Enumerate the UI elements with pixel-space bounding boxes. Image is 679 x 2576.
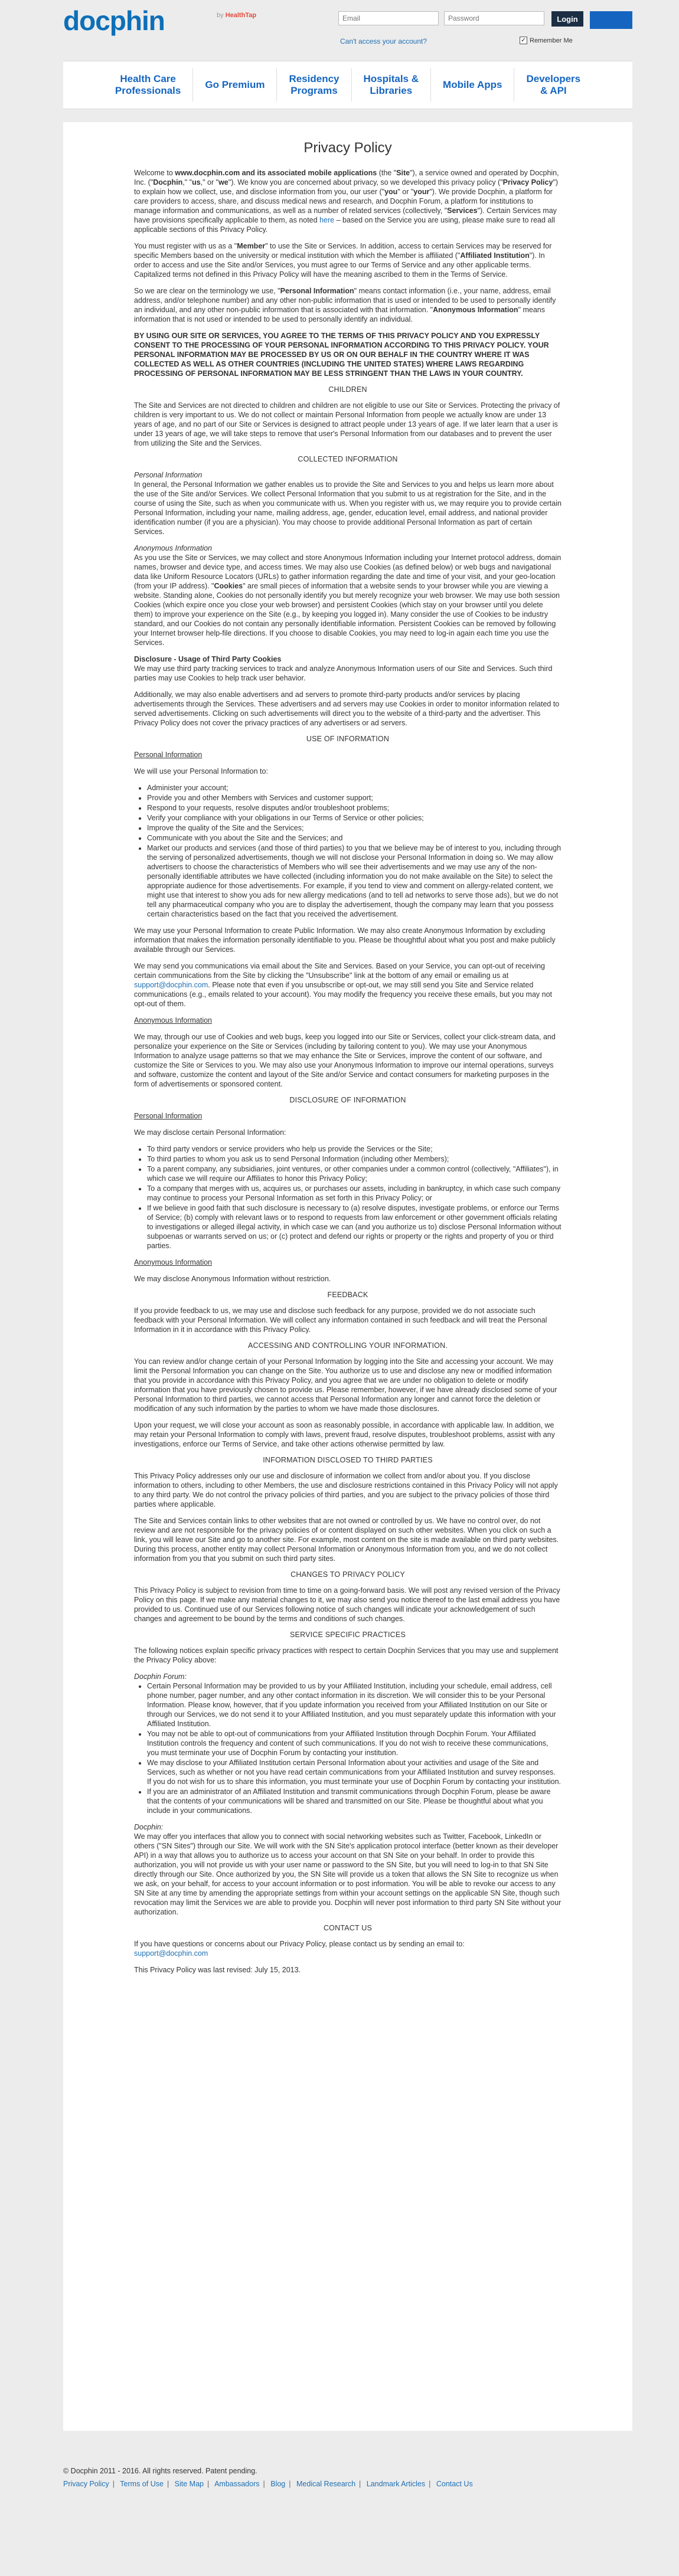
list-item: • Improve the quality of the Site and the Services; — [147, 823, 562, 833]
support-email-link[interactable]: support@docphin.com — [134, 981, 208, 989]
subheading-anonymous-information: Anonymous Information — [134, 1016, 213, 1024]
nav-label-line1: Residency — [289, 73, 340, 84]
list-item: • You may not be able to opt-out of communications from your Affiliated Institution through Docphin Forum. Your Affiliated Institution controls the frequency and content of such communications. If you do not wish to receive these communications, you must terminate your use of Docphin Forum by contacting your institution. — [147, 1729, 562, 1757]
feedback-paragraph: If you provide feedback to us, we may use and disclose such feedback for any purpose, provided we do not associate such feedback with your Personal Information. We will collect any information contained in such feedback and will treat the Personal Information in it in accordance with this Privacy Policy. — [134, 1307, 547, 1334]
third-parties-paragraph-1: This Privacy Policy addresses only our use and disclosure of information we collect from and/or about you. If you disclose information to others, including to other Members, the use and disclosure restrictions contained in this Privacy Policy will not apply to any third party. We do not control the privacy policies of third parties, and you are subject to the privacy policies of those third parties where applicable. — [134, 1472, 558, 1508]
subheading-docphin: Docphin: — [134, 1823, 164, 1831]
remember-me[interactable] — [520, 37, 573, 44]
nav-label-line2: Programs — [290, 85, 338, 96]
nav-label-line1: Mobile Apps — [443, 79, 502, 90]
section-heading-collected-information: COLLECTED INFORMATION — [298, 455, 398, 463]
footer-link-site-map[interactable]: Site Map — [174, 2480, 204, 2488]
nav-residency-programs[interactable] — [280, 64, 347, 106]
footer-link-contact-us[interactable]: Contact Us — [436, 2480, 473, 2488]
list-item: • Administer your account; — [147, 783, 562, 793]
intro-paragraph-2: You must register with us as a "Member" to use the Site or Services. In addition, access to certain Services may be reserved for specific Members based on the university or medical institution with which the Member is affiliated ("Affiliated Institution"). In order to access and use the Site and/or Services, you must agree to our Terms of Service and any other applicable terms. Capitalized terms not defined in this Privacy Policy will have the meaning ascribed to them in the Terms of Service. — [134, 242, 552, 279]
login-button[interactable]: Login — [551, 11, 583, 27]
nav-mobile-apps[interactable] — [435, 64, 510, 106]
section-heading-service-specific: SERVICE SPECIFIC PRACTICES — [290, 1631, 406, 1639]
main-nav — [63, 61, 632, 109]
email-input[interactable] — [338, 11, 439, 25]
section-heading-accessing: ACCESSING AND CONTROLLING YOUR INFORMATION. — [247, 1341, 448, 1350]
contact-paragraph: If you have questions or concerns about our Privacy Policy, please contact us by sending an email to: — [134, 1940, 465, 1948]
section-heading-use-of-information: USE OF INFORMATION — [306, 735, 390, 743]
subheading-docphin-forum: Docphin Forum: — [134, 1672, 187, 1681]
list-item: • Communicate with you about the Site and the Services; and — [147, 833, 562, 843]
third-parties-paragraph-2: The Site and Services contain links to other websites that are not owned or controlled by us. We have no control over, do not review and are not responsible for the privacy policies of or content displayed on such other websites. When you click on such a link, you will leave our Site and go to another site. For example, most content on the site is made available on third party websites. During this process, another entity may collect Personal Information or Anonymous Information from you, and we do not collect information from you that you submit on such third party sites. — [134, 1517, 559, 1563]
accessing-paragraph-1: You can review and/or change certain of your Personal Information by logging into the Site and accessing your account. We may limit the Personal Information you can change on the Site. You authorize us to use and disclose any new or modified information that you provide in accordance with this Privacy Policy, and you agree that we are under no obligation to delete or modify information that you have previously chosen to provide us. Please remember, however, if we have already disclosed some of your Personal Information to third parties, we cannot access that Personal Information any longer and cannot force the deletion or modification of any such information by the parties to whom we have made those disclosures. — [134, 1357, 557, 1413]
logo-byline — [217, 12, 256, 19]
nav-label-line1: Go Premium — [205, 79, 265, 90]
section-heading-third-parties: INFORMATION DISCLOSED TO THIRD PARTIES — [263, 1456, 433, 1464]
footer-link-ambassadors[interactable]: Ambassadors — [214, 2480, 260, 2488]
page-title: Privacy Policy — [303, 140, 392, 156]
section-heading-disclosure: DISCLOSURE OF INFORMATION — [289, 1096, 406, 1104]
subheading-personal-information: Personal Information — [134, 1112, 203, 1120]
cant-access-account-link[interactable]: Can't access your account? — [340, 37, 427, 45]
list-item: • If you are an administrator of an Affiliated Institution and transmit communications through Docphin Forum, please be aware that the contents of your communications will be shared and transmitted on our Site. Please be thoughtful about what you include in your communications. — [147, 1787, 562, 1815]
accessing-paragraph-2: Upon your request, we will close your account as soon as reasonably possible, in accordance with applicable law. In addition, we may retain your Personal Information to comply with laws, prevent fraud, resolve disputes, troubleshoot problems, assist with any investigations, enforce our Terms of Service, and take other actions otherwise permitted by law. — [134, 1421, 555, 1448]
list-item: • Market our products and services (and those of third parties) to you that we believe may be of interest to you, including through the serving of personalized advertisements, though we will not disclose your Personal Information in doing so. We may allow advertisers to choose the characteristics of Members who will see their advertisements and we may use any of the non-personally identifiable attributes we have collected (including information you do not make available on the Site) to select the appropriate audience for those advertisements. For example, if you tend to view and comment on allergy-related content, we might use that interest to show you ads for new allergy medications (and to tell ad networks to serve those ads), but we do not tell any pharmaceutical company who you are to display the advertisement, though the company may learn that you possess certain characteristics based on the fact that you received the advertisement. — [147, 843, 562, 919]
privacy-policy-content — [63, 122, 632, 2431]
subheading-third-party-cookies: Disclosure - Usage of Third Party Cookies — [134, 655, 282, 663]
collected-anonymous-paragraph: As you use the Site or Services, we may collect and store Anonymous Information including your Internet protocol address, domain names, browser and device type, and access times. We may also use Cookies (as defined below) or web bugs and navigational data like Uniform Resource Locators (URLs) to gather information regarding the date and time of your visit, and your geo-location (from your IP address). "Cookies" are small pieces of information that a website sends to your browser while you are viewing a website. Standing alone, Cookies do not personally identify you but merely recognize your web browser. We may use both session Cookies (which expire once you close your web browser) and persistent Cookies (which stay on your browser until you delete them) to improve your experience on the Site (e.g., by keeping you logged in). Many consider the use of Cookies to be industry standard, and our Cookies do not contain any personally identifiable information. Persistent Cookies can be removed by following your Internet browser help-file directions. If you choose to disable Cookies, you may need to log-in again each time you use the Services. — [134, 554, 562, 647]
remember-me-checkbox[interactable]: ✓ — [520, 37, 527, 44]
site-footer — [63, 2467, 632, 2488]
list-item: • To third party vendors or service providers who help us provide the Services or the Site; — [147, 1144, 562, 1154]
logo-by-text: by — [217, 12, 224, 19]
section-heading-changes: CHANGES TO PRIVACY POLICY — [290, 1570, 405, 1579]
use-intro: We will use your Personal Information to: — [134, 767, 268, 775]
list-item: • To a company that merges with us, acquires us, or purchases our assets, including in bankruptcy, in which case such company may continue to process your Personal Information as set forth in this Privacy Policy; or — [147, 1184, 562, 1203]
nav-label-line1: Health Care — [120, 73, 176, 84]
contact-email-link[interactable]: support@docphin.com — [134, 1949, 208, 1958]
docphin-logo[interactable] — [63, 5, 257, 36]
use-email-paragraph: We may send you communications via email about the Site and Services. Based on your Service, you can opt-out of receiving certain communications from the Site by clicking the "Unsubscribe" link at the bottom of any email or emailing us at support@docphin.com. Please note that even if you unsubscribe or opt-out, we may still send you Site and Service related communications (e.g., emails related to your account). You may modify the frequency you receive these emails, but you may not opt-out of them. — [134, 962, 552, 1008]
list-item: • Verify your compliance with your obligations in our Terms of Service or other policies; — [147, 813, 562, 823]
list-item: • Respond to your requests, resolve disputes and/or troubleshoot problems; — [147, 803, 562, 813]
forum-list — [134, 1681, 562, 1815]
intro-paragraph-3: So we are clear on the terminology we use, "Personal Information" means contact information (i.e., your name, address, email address, and/or telephone number) and any other non-public information that is used or intended to be used to personally identify an individual, and any other non-public information that is associated with that information. "Anonymous Information" means information that is not used or intended to be used to personally identify an individual. — [134, 287, 556, 323]
site-header — [0, 0, 679, 56]
remember-me-label: Remember Me — [530, 37, 573, 44]
copyright: © Docphin 2011 - 2016. All rights reserved. Patent pending. — [63, 2467, 257, 2475]
healthtap-brand: HealthTap — [225, 12, 257, 19]
nav-go-premium[interactable] — [197, 64, 273, 106]
nav-label-line2: & API — [540, 85, 567, 96]
list-item: • We may disclose to your Affiliated Institution certain Personal Information about your activities and usage of the Site and Services, such as whether or not you have read certain communications from your Affiliated Institution and survey responses. If you do not wish for us to share this information, you must terminate your use of Docphin Forum by contacting your institution. — [147, 1758, 562, 1786]
intro-paragraph-1: Welcome to www.docphin.com and its associated mobile applications (the "Site"), a service owned and operated by Docphin, Inc. ("Docphin," "us," or "we"). We know you are concerned about privacy, so we developed this privacy policy ("Privacy Policy") to explain how we collect, use, and disclose information from you, our user ("you" or "your"). We provide Docphin, a platform for care providers to access, share, and discuss medical news and research, and Docphin Forum, a platform for institutions to manage information and communications, as well as a number of related services (collectively, "Services"). Certain Services may have provisions specifically applicable to them, as noted here – based on the Service you are using, please make sure to read all applicable sections of this Privacy Policy. — [134, 169, 559, 234]
list-item: • Certain Personal Information may be provided to us by your Affiliated Institution, including your schedule, email address, cell phone number, pager number, and any other contact information in its discretion. We will consider this to be your Personal Information. Please know, however, that if you update information you received from your Affiliated Institution on our Site or through our Services, we do not send it to your Affiliated Institution, and you must separately update this information with your Affiliated Institution. — [147, 1681, 562, 1729]
subheading-personal-information: Personal Information — [134, 751, 203, 759]
logo-wordmark: docphin — [63, 5, 165, 36]
list-item: • To third parties to whom you ask us to send Personal Information (including other Members); — [147, 1154, 562, 1164]
nav-health-care-professionals[interactable] — [107, 64, 190, 106]
consent-notice: BY USING OUR SITE OR SERVICES, YOU AGREE TO THE TERMS OF THIS PRIVACY POLICY AND YOU EXPRESSLY CONSENT TO THE PROCESSING OF YOUR PERSONAL INFORMATION ACCORDING TO THIS PRIVACY POLICY. YOUR PERSONAL INFORMATION MAY BE PROCESSED BY US OR ON OUR BEHALF IN THE COUNTRY WHERE IT WAS COLLECTED AS WELL AS OTHER COUNTRIES (INCLUDING THE UNITED STATES) WHERE LAWS REGARDING PROCESSING OF PERSONAL INFORMATION MAY BE LESS STRINGENT THAN THE LAWS IN YOUR COUNTRY. — [134, 332, 549, 378]
nav-developers-api[interactable] — [518, 64, 589, 106]
section-heading-feedback: FEEDBACK — [327, 1291, 368, 1299]
use-public-paragraph: We may use your Personal Information to create Public Information. We may also create Anonymous Information by excluding information that makes the information personally identifiable to you. Please be thoughtful about what you post and make publicly available through our Services. — [134, 927, 556, 954]
third-party-cookies-paragraph-1: We may use third party tracking services to track and analyze Anonymous Information users of our Site and Services. Such third parties may use Cookies to help track user behavior. — [134, 665, 553, 682]
last-revised: This Privacy Policy was last revised: July 15, 2013. — [134, 1966, 301, 1974]
list-item: • To a parent company, any subsidiaries, joint ventures, or other companies under a common control (collectively, "Affiliates"), in which case we will require our Affiliates to honor this Privacy Policy; — [147, 1164, 562, 1183]
footer-link-terms-of-use[interactable]: Terms of Use — [120, 2480, 164, 2488]
list-item: • Provide you and other Members with Services and customer support; — [147, 793, 562, 803]
footer-links: Privacy Policy | Terms of Use | Site Map | Ambassadors | Blog | Medical Research | Landmark Articles | Contact Us — [63, 2480, 473, 2488]
subheading-personal-information: Personal Information — [134, 471, 203, 479]
nav-label-line2: Libraries — [370, 85, 413, 96]
nav-divider — [351, 68, 352, 102]
changes-paragraph: This Privacy Policy is subject to revision from time to time on a going-forward basis. We will post any revised version of the Privacy Policy on this page. If we make any material changes to it, we may also send you notice thereof to the last email address you have provided to us. Continued use of our Services following notice of such changes will indicate your acknowledgement of such changes and agreement to be bound by the terms and conditions of such changes. — [134, 1586, 560, 1623]
service-specific-intro: The following notices explain specific privacy practices with respect to certain Docphin Services that you may use and supplement the Privacy Policy above: — [134, 1647, 559, 1664]
nav-divider — [276, 68, 277, 102]
nav-divider — [430, 68, 431, 102]
signup-button[interactable] — [590, 11, 632, 29]
section-heading-children: CHILDREN — [328, 385, 367, 394]
subheading-anonymous-information: Anonymous Information — [134, 544, 213, 552]
nav-hospitals-libraries[interactable] — [355, 64, 427, 106]
nav-label-line1: Developers — [526, 73, 581, 84]
service-specific-link[interactable]: here — [319, 216, 335, 224]
third-party-cookies-paragraph-2: Additionally, we may also enable advertisers and ad servers to promote third-party products and/or services by placing advertisements through the Services. These advertisers and ad servers may use Cookies in order to monitor information related to served advertisements. Clicking on such advertisements will direct you to the website of a third-party and the advertiser. This Privacy Policy does not cover the privacy practices of any advertisers or ad servers. — [134, 690, 560, 727]
use-list — [134, 783, 562, 919]
docphin-sn-paragraph: We may offer you interfaces that allow you to connect with social networking websites such as Twitter, Facebook, LinkedIn or others ("SN Sites") through our Site. We will work with the SN Site's application protocol interface (better known as their developer API) in a way that allows you to authorize us to access your account on that SN Site on your behalf. In order to provide this authorization, you will not provide us with your user name or password to the SN Site, but you will need to log-in to that SN Site directly through our Site. Once authorized by you, the SN Site will provide us a token that allows the SN Site to recognize us when we ask, on your behalf, for access to your account information or to post information. You will be able to revoke our access to any SN Site at any time by amending the appropriate settings from within your account settings on the applicable SN Site, though such revocation may limit the Services we are able to provide you. Docphin will never post information to third party SN Site without your authorization. — [134, 1832, 562, 1916]
nav-label-line1: Hospitals & — [363, 73, 419, 84]
subheading-anonymous-information: Anonymous Information — [134, 1258, 213, 1266]
children-paragraph: The Site and Services are not directed to children and children are not eligible to use our Site or Services. Protecting the privacy of children is very important to us. We do not collect or maintain Personal Information from people we actually know are under 13 years of age, and no part of our Site or Services is designed to attract people under 13 years of age. If we later learn that a user is under 13 years of age, we will take steps to remove that user's Personal Information from our databases and to prevent the user from utilizing the Site and the Services. — [134, 401, 560, 447]
disclosure-list — [134, 1144, 562, 1251]
nav-label-line2: Professionals — [115, 85, 181, 96]
password-input[interactable] — [444, 11, 544, 25]
nav-divider — [192, 68, 193, 102]
disclosure-anonymous-paragraph: We may disclose Anonymous Information without restriction. — [134, 1275, 331, 1283]
disclosure-intro: We may disclose certain Personal Information: — [134, 1128, 286, 1137]
use-anonymous-paragraph: We may, through our use of Cookies and web bugs, keep you logged into our Site or Services, collect your click-stream data, and personalize your experience on the Site or Services (including by tailoring content to you). We may use your Anonymous Information to analyze usage patterns so that we may enhance the Site or Services, improve the content of our software, and customize the Site or Services to you. We may also use your Anonymous Information to improve our internal operations, surveys and software, customize the content and layout of the Site and/or Service and contact consumers for marketing purposes in the form of advertisements or sponsored content. — [134, 1033, 556, 1088]
footer-link-blog[interactable]: Blog — [270, 2480, 286, 2488]
footer-link-medical-research[interactable]: Medical Research — [296, 2480, 356, 2488]
list-item: • If we believe in good faith that such disclosure is necessary to (a) resolve disputes, investigate problems, or enforce our Terms of Service; (b) comply with relevant laws or to respond to requests from law enforcement or other government officials relating to investigations or alleged illegal activity, in which case we can (and you authorize us to) disclose Personal Information without subpoenas or warrants served on us; or (c) protect and defend our rights or property or the rights and property of you or third parties. — [147, 1203, 562, 1251]
contact-email-row — [134, 1949, 562, 1958]
collected-personal-paragraph: In general, the Personal Information we gather enables us to provide the Site and Services to you and helps us learn more about the use of the Site and/or Services. We collect Personal Information that you submit to us at registration for the Site, and in the course of using the Site, such as when you communicate with us. When you register with us, we may require you to provide certain Personal Information, including your name, mailing address, age, gender, education level, email address, and national provider identification number (if you are a physician). You may choose to provide additional Personal Information as part of certain Services. — [134, 480, 562, 536]
footer-link-landmark-articles[interactable]: Landmark Articles — [366, 2480, 426, 2488]
footer-link-privacy-policy[interactable]: Privacy Policy — [63, 2480, 109, 2488]
section-heading-contact: CONTACT US — [323, 1924, 373, 1932]
